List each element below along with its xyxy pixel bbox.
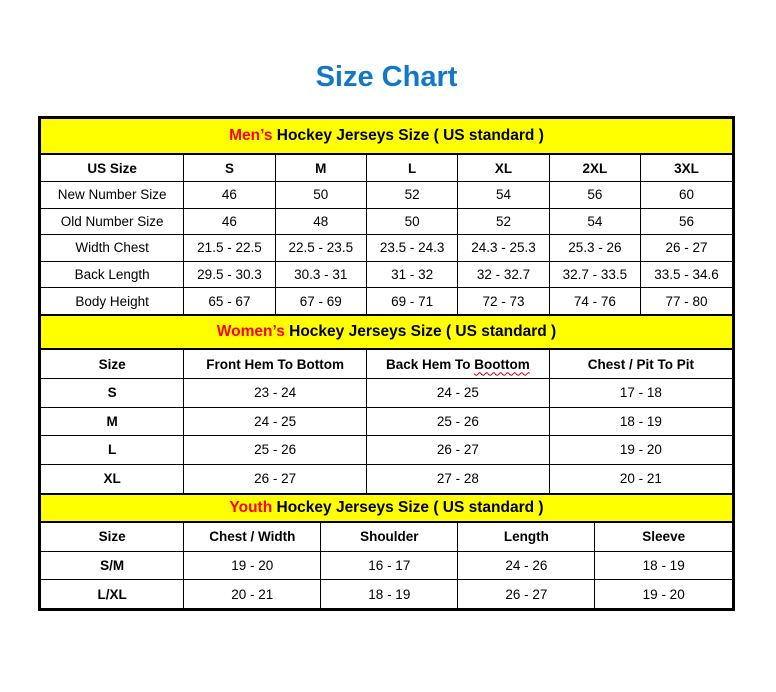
size-value: 18 - 19 [321,580,458,609]
table-row [41,551,732,580]
column-header: Chest / Pit To Pit [549,350,732,379]
section-heading-rest: Hockey Jerseys Size ( US standard ) [284,323,557,340]
size-value: 20 - 21 [549,464,732,493]
size-value: 22.5 - 23.5 [275,235,366,262]
misspelled-word: Boottom [474,356,530,372]
row-label: Back Length [41,261,184,288]
size-value: 29.5 - 30.3 [184,261,275,288]
column-header: Sleeve [595,523,732,552]
mens-size-table [41,155,732,314]
size-value: 74 - 76 [549,288,640,315]
column-header: S [184,155,275,182]
row-label: Body Height [41,288,184,315]
size-value: 26 - 27 [458,580,595,609]
column-header: Size [41,523,184,552]
size-value: 72 - 73 [458,288,549,315]
size-value: 26 - 27 [641,235,732,262]
size-value: 33.5 - 34.6 [641,261,732,288]
size-value: 24 - 26 [458,551,595,580]
column-header: M [275,155,366,182]
size-value: 52 [458,208,549,235]
size-value: 69 - 71 [366,288,457,315]
section-heading-rest: Hockey Jerseys Size ( US standard ) [272,127,544,144]
section-heading-womens [41,314,732,350]
size-value: 17 - 18 [549,379,732,408]
youth-size-table [41,523,732,609]
table-row [41,288,732,315]
size-value: 77 - 80 [641,288,732,315]
section-heading-accent: Women’s [216,323,285,340]
size-value: 18 - 19 [595,551,732,580]
column-header: L [366,155,457,182]
size-value: 19 - 20 [184,551,321,580]
section-heading-youth [41,493,732,523]
page [38,0,735,611]
size-chart [38,116,735,611]
size-value: 26 - 27 [366,436,549,465]
column-header: 2XL [549,155,640,182]
size-value: 65 - 67 [184,288,275,315]
row-label: Old Number Size [41,208,184,235]
table-row [41,182,732,209]
size-value: 30.3 - 31 [275,261,366,288]
row-label: M [41,407,184,436]
size-value: 60 [641,182,732,209]
size-value: 48 [275,208,366,235]
size-value: 19 - 20 [549,436,732,465]
column-header: Back Hem To Boottom [366,350,549,379]
size-value: 23.5 - 24.3 [366,235,457,262]
size-value: 54 [458,182,549,209]
row-label: Width Chest [41,235,184,262]
size-value: 46 [184,182,275,209]
size-value: 16 - 17 [321,551,458,580]
table-row [41,580,732,609]
size-value: 27 - 28 [366,464,549,493]
column-header: Chest / Width [184,523,321,552]
size-value: 25 - 26 [184,436,367,465]
section-heading-accent: Men’s [229,127,273,144]
table-row [41,464,732,493]
column-header: Size [41,350,184,379]
column-header: 3XL [641,155,732,182]
size-value: 25 - 26 [366,407,549,436]
size-value: 19 - 20 [595,580,732,609]
size-value: 67 - 69 [275,288,366,315]
table-row [41,436,732,465]
table-row [41,261,732,288]
column-header-row [41,350,732,379]
size-value: 26 - 27 [184,464,367,493]
size-value: 24 - 25 [184,407,367,436]
row-label: S/M [41,551,184,580]
size-value: 21.5 - 22.5 [184,235,275,262]
row-label: S [41,379,184,408]
table-row [41,208,732,235]
size-value: 54 [549,208,640,235]
size-value: 32 - 32.7 [458,261,549,288]
size-value: 24 - 25 [366,379,549,408]
column-header: Shoulder [321,523,458,552]
column-header-row [41,155,732,182]
section-heading-rest: Hockey Jerseys Size ( US standard ) [272,498,544,516]
table-row [41,379,732,408]
size-value: 25.3 - 26 [549,235,640,262]
size-value: 46 [184,208,275,235]
section-heading-mens [41,119,732,155]
size-value: 50 [275,182,366,209]
table-row [41,407,732,436]
size-value: 50 [366,208,457,235]
column-header: Front Hem To Bottom [184,350,367,379]
size-value: 56 [549,182,640,209]
row-label: L/XL [41,580,184,609]
column-header: US Size [41,155,184,182]
size-value: 32.7 - 33.5 [549,261,640,288]
size-value: 23 - 24 [184,379,367,408]
row-label: XL [41,464,184,493]
section-heading-accent: Youth [229,498,273,516]
size-value: 52 [366,182,457,209]
row-label: New Number Size [41,182,184,209]
column-header: XL [458,155,549,182]
womens-size-table [41,350,732,493]
table-row [41,235,732,262]
size-value: 31 - 32 [366,261,457,288]
row-label: L [41,436,184,465]
size-value: 20 - 21 [184,580,321,609]
size-value: 56 [641,208,732,235]
size-value: 18 - 19 [549,407,732,436]
page-title: Size Chart [315,61,458,93]
column-header-row [41,523,732,552]
size-value: 24.3 - 25.3 [458,235,549,262]
column-header: Length [458,523,595,552]
